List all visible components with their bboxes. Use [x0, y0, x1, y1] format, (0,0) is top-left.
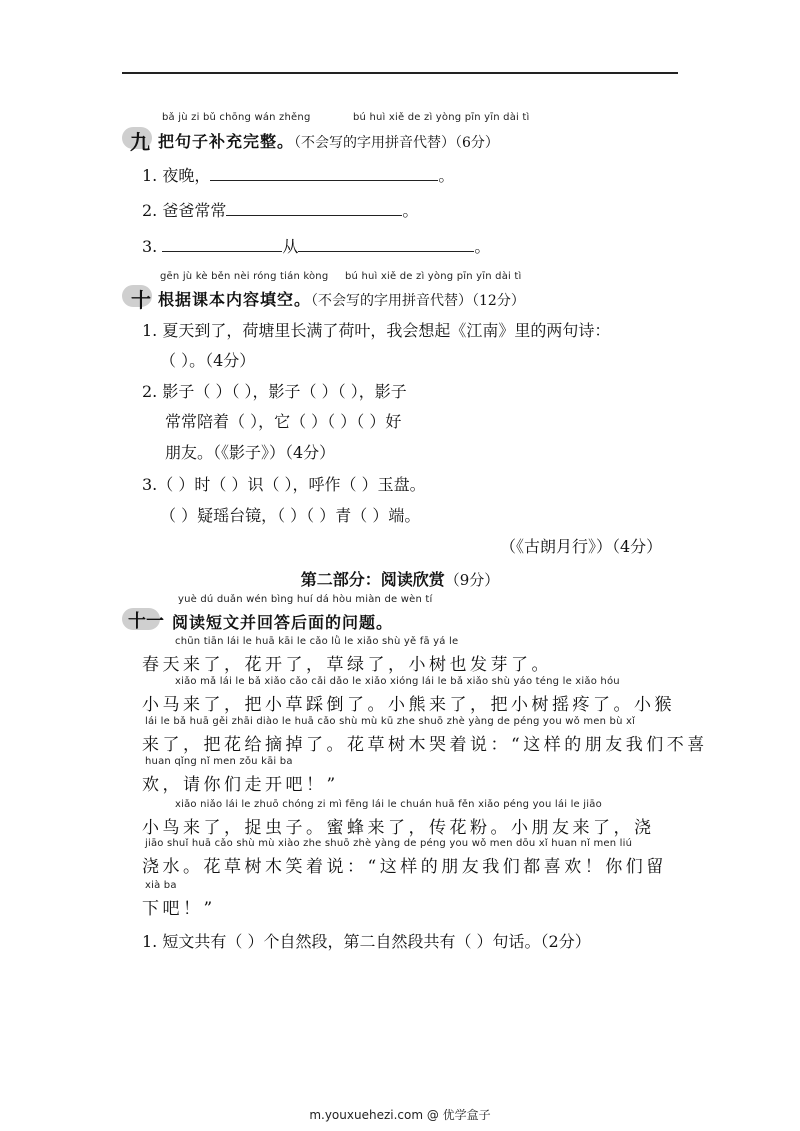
section9-note: （不会写的字用拼音代替）（6分） — [294, 135, 499, 151]
section9-heading — [158, 129, 499, 152]
answer-blank[interactable] — [226, 201, 402, 216]
section10-q2-line1: 2. 影子（ ）（ ），影子（ ）（ ），影子 — [142, 382, 407, 401]
section11-title-pinyin: yuè dú duǎn wén bìng huí dá hòu miàn de wèn tí — [178, 594, 433, 605]
section10-q1-line1: 1. 夏天到了，荷塘里长满了荷叶，我会想起《江南》里的两句诗： — [142, 321, 611, 340]
story-line: 浇水。花草树木笑着说：“这样的朋友我们都喜欢！你们留 — [142, 857, 667, 877]
section9-q3: 3. 从 。 — [142, 237, 491, 256]
story-pinyin: xià ba — [145, 880, 177, 891]
story-pinyin: xiǎo mǎ lái le bǎ xiǎo cǎo cǎi dǎo le xiǎo xióng lái le bǎ xiǎo shù yáo téng le xiǎo hóu — [175, 676, 620, 687]
answer-blank[interactable] — [210, 166, 438, 181]
section11-number: 十一 — [128, 611, 164, 632]
top-rule — [122, 72, 678, 74]
section11-title: 阅读短文并回答后面的问题。 — [172, 613, 394, 632]
answer-blank[interactable] — [298, 237, 474, 252]
section9-note-pinyin: bú huì xiě de zì yòng pīn yīn dài tì — [353, 112, 530, 123]
section10-note: （不会写的字用拼音代替）（12分） — [311, 293, 525, 309]
section10-title-pinyin: gēn jù kè běn nèi róng tián kòng — [160, 271, 329, 282]
story-pinyin: xiǎo niǎo lái le zhuō chóng zi mì fēng lái le chuán huā fěn xiǎo péng you lái le jiāo — [175, 799, 602, 810]
part2-heading — [0, 567, 800, 590]
section10-q2-line3: 朋友。（《影子》）（4分） — [165, 443, 336, 462]
section9-q2: 2. 爸爸常常 。 — [142, 201, 419, 220]
story-line: 春天来了，花开了，草绿了，小树也发芽了。 — [142, 655, 552, 675]
story-pinyin: chūn tiān lái le huā kāi le cǎo lǜ le xiǎo shù yě fā yá le — [175, 636, 459, 647]
section10-q3-line2: （ ）疑瑶台镜，（ ）（ ）青（ ）端。 — [160, 506, 421, 525]
story-line: 小鸟来了，捉虫子。蜜蜂来了，传花粉。小朋友来了，浇 — [142, 818, 655, 838]
answer-blank[interactable] — [162, 237, 282, 252]
part2-title: 第二部分：阅读欣赏 — [300, 570, 445, 589]
section9-title: 把句子补充完整。 — [158, 132, 295, 151]
story-line: 下吧！” — [142, 899, 216, 919]
story-pinyin: jiāo shuǐ huā cǎo shù mù xiào zhe shuō zhè yàng de péng you wǒ men dōu xǐ huan nǐ men liú — [145, 838, 633, 849]
section11-q1: 1. 短文共有（ ）个自然段，第二自然段共有（ ）句话。（2分） — [142, 932, 591, 951]
section10-number: 十 — [131, 288, 151, 312]
story-line: 小马来了，把小草踩倒了。小熊来了，把小树摇疼了。小猴 — [142, 695, 675, 715]
section10-title: 根据课本内容填空。 — [158, 290, 312, 309]
section10-q3-source: （《古朗月行》）（4分） — [500, 537, 663, 556]
footer-watermark: m.youxuehezi.com @ 优学盒子 — [309, 1108, 491, 1122]
story-line: 欢，请你们走开吧！” — [142, 775, 339, 795]
section10-heading — [158, 287, 525, 310]
section9-title-pinyin: bǎ jù zi bǔ chōng wán zhěng — [162, 112, 311, 123]
section10-q3-line1: 3.（ ）时（ ）识（ ），呼作（ ）玉盘。 — [142, 475, 426, 494]
section10-q2-line2: 常常陪着（ ），它（ ）（ ）（ ）好 — [165, 412, 402, 431]
part2-score: （9分） — [444, 571, 500, 589]
section9-number: 九 — [130, 130, 150, 154]
story-pinyin: huan qǐng nǐ men zǒu kāi ba — [145, 756, 293, 767]
section9-q1: 1. 夜晚， 。 — [142, 166, 455, 185]
section10-q1-line2: （ ）。（4分） — [160, 351, 256, 370]
story-pinyin: lái le bǎ huā gěi zhāi diào le huā cǎo shù mù kū zhe shuō zhè yàng de péng you wǒ men bù xǐ — [145, 716, 636, 727]
section10-note-pinyin: bú huì xiě de zì yòng pīn yīn dài tì — [345, 271, 522, 282]
story-line: 来了，把花给摘掉了。花草树木哭着说：“这样的朋友我们不喜 — [142, 735, 708, 755]
